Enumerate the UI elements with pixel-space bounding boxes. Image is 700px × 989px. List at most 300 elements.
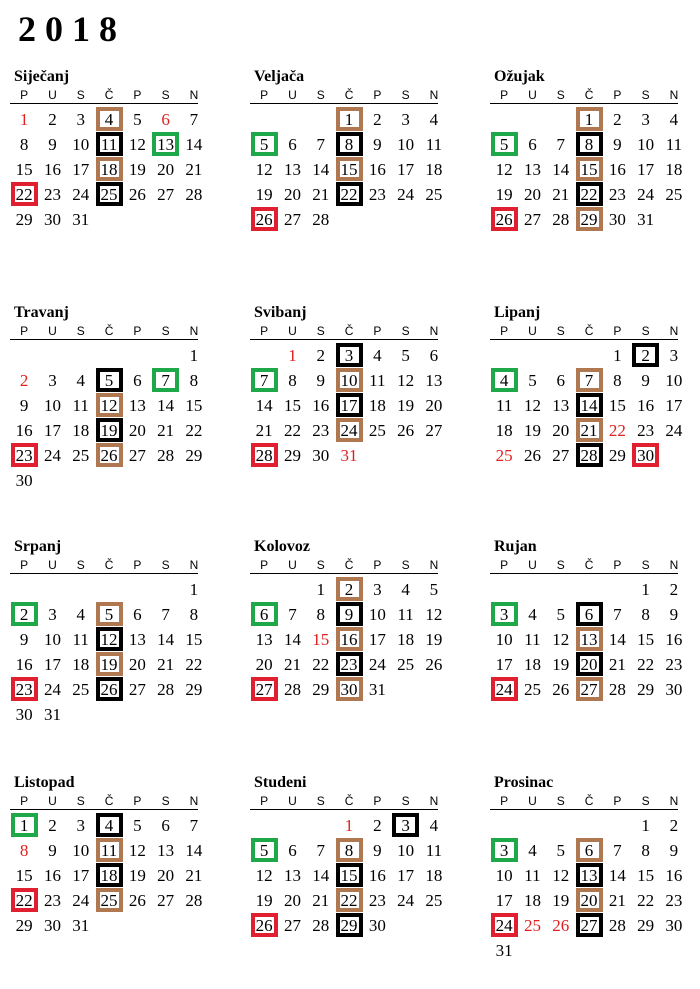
weekday-label: N: [189, 558, 199, 572]
day-cell: 19: [425, 630, 443, 649]
weekday-header: [250, 794, 438, 810]
day-cell: 27: [523, 210, 541, 229]
weekday-label: P: [613, 558, 622, 572]
day-cell: 6: [161, 816, 170, 835]
day-cell: 12: [523, 396, 541, 415]
day-cell: 2: [48, 110, 57, 129]
day-cell: 7: [161, 605, 170, 624]
day-cell: 22: [11, 182, 38, 206]
day-cell: 6: [133, 605, 142, 624]
day-cell: 1: [189, 346, 199, 365]
month-name: Srpanj: [14, 538, 62, 555]
weekday-label: P: [133, 794, 142, 808]
day-cell: 22: [637, 655, 655, 674]
day-cell: 5: [133, 110, 142, 129]
day-cell: 10: [43, 630, 61, 649]
day-cell: 16: [43, 160, 61, 179]
month-days: [250, 343, 443, 468]
day-cell: 23: [11, 677, 38, 701]
day-cell: 9: [373, 841, 382, 860]
weekday-label: P: [133, 558, 142, 572]
day-cell: 4: [491, 368, 518, 392]
month-block: [10, 302, 203, 493]
day-cell: 6: [576, 838, 603, 862]
day-cell: 14: [608, 630, 626, 649]
day-cell: 19: [255, 891, 273, 910]
day-cell: 3: [392, 813, 419, 837]
day-cell: 9: [613, 135, 622, 154]
day-cell: 23: [608, 185, 626, 204]
weekday-label: S: [556, 88, 565, 102]
day-cell: 10: [495, 866, 513, 885]
day-cell: 19: [128, 160, 146, 179]
day-cell: 7: [613, 605, 622, 624]
month-days: [250, 577, 443, 702]
day-cell: 14: [157, 630, 175, 649]
day-cell: 18: [96, 863, 123, 887]
weekday-label: S: [316, 794, 325, 808]
empty-cell: [518, 813, 546, 838]
day-cell: 12: [128, 841, 146, 860]
weekday-label: U: [528, 794, 537, 808]
day-cell: 3: [641, 110, 650, 129]
day-cell: 27: [576, 677, 603, 701]
day-cell: 18: [665, 160, 683, 179]
weekday-label: S: [161, 324, 170, 338]
empty-cell: [490, 343, 518, 368]
month-days: [10, 343, 203, 493]
day-cell: 24: [72, 185, 90, 204]
weekday-label: Č: [344, 324, 354, 338]
weekday-label: P: [260, 558, 269, 572]
day-cell: 25: [495, 446, 513, 465]
weekday-label: U: [288, 794, 297, 808]
day-cell: 14: [312, 866, 330, 885]
day-cell: 17: [495, 655, 513, 674]
day-cell: 20: [523, 185, 541, 204]
weekday-label: U: [288, 558, 297, 572]
weekday-label: P: [20, 88, 29, 102]
day-cell: 6: [161, 110, 170, 129]
month-block: [490, 772, 683, 963]
day-cell: 15: [185, 630, 203, 649]
day-cell: 12: [255, 160, 273, 179]
day-cell: 21: [185, 160, 203, 179]
day-cell: 27: [576, 913, 603, 937]
day-cell: 20: [283, 185, 301, 204]
day-cell: 31: [340, 446, 358, 465]
weekday-label: U: [528, 88, 537, 102]
day-cell: 6: [288, 135, 297, 154]
day-cell: 27: [128, 446, 146, 465]
month-name: Listopad: [14, 774, 75, 791]
day-cell: 17: [397, 866, 415, 885]
weekday-label: S: [641, 324, 650, 338]
day-cell: 1: [641, 816, 650, 835]
day-cell: 6: [556, 371, 565, 390]
day-cell: 22: [336, 182, 363, 206]
day-cell: 23: [665, 655, 683, 674]
day-cell: 7: [576, 368, 603, 392]
empty-cell: [518, 577, 546, 602]
day-cell: 17: [336, 393, 363, 417]
day-cell: 6: [288, 841, 297, 860]
day-cell: 25: [665, 185, 683, 204]
weekday-label: U: [288, 324, 297, 338]
weekday-label: P: [133, 324, 142, 338]
weekday-label: P: [20, 324, 29, 338]
day-cell: 13: [157, 841, 175, 860]
day-cell: 18: [72, 655, 90, 674]
day-cell: 3: [76, 816, 85, 835]
day-cell: 20: [157, 160, 175, 179]
weekday-label: S: [401, 558, 410, 572]
day-cell: 6: [251, 602, 278, 626]
day-cell: 2: [373, 110, 382, 129]
day-cell: 23: [368, 891, 386, 910]
empty-cell: [95, 343, 123, 368]
day-cell: 28: [608, 916, 626, 935]
day-cell: 23: [665, 891, 683, 910]
weekday-label: N: [189, 794, 199, 808]
weekday-label: N: [669, 558, 679, 572]
day-cell: 18: [96, 157, 123, 181]
day-cell: 19: [128, 866, 146, 885]
day-cell: 3: [76, 110, 85, 129]
day-cell: 5: [96, 602, 123, 626]
day-cell: 4: [528, 841, 537, 860]
weekday-label: N: [189, 88, 199, 102]
day-cell: 14: [157, 396, 175, 415]
day-cell: 27: [128, 680, 146, 699]
weekday-label: S: [76, 558, 85, 572]
day-cell: 4: [96, 107, 123, 131]
weekday-label: P: [500, 324, 509, 338]
day-cell: 25: [523, 916, 541, 935]
weekday-label: P: [133, 88, 142, 102]
empty-cell: [603, 577, 631, 602]
day-cell: 11: [96, 838, 123, 862]
day-cell: 30: [15, 705, 33, 724]
empty-cell: [151, 577, 179, 602]
weekday-label: S: [641, 794, 650, 808]
year-title: 2018: [18, 9, 126, 49]
day-cell: 27: [157, 185, 175, 204]
day-cell: 11: [425, 135, 443, 154]
day-cell: 25: [72, 446, 90, 465]
day-cell: 25: [96, 888, 123, 912]
day-cell: 14: [185, 135, 203, 154]
weekday-label: U: [288, 88, 297, 102]
day-cell: 16: [43, 866, 61, 885]
day-cell: 21: [608, 655, 626, 674]
day-cell: 7: [189, 110, 199, 129]
day-cell: 16: [312, 396, 330, 415]
day-cell: 1: [576, 107, 603, 131]
day-cell: 7: [189, 816, 199, 835]
day-cell: 29: [15, 916, 33, 935]
day-cell: 3: [48, 371, 57, 390]
day-cell: 12: [96, 627, 123, 651]
day-cell: 20: [157, 866, 175, 885]
day-cell: 8: [189, 605, 199, 624]
weekday-label: N: [429, 88, 439, 102]
weekday-header: [10, 794, 198, 810]
day-cell: 31: [43, 705, 61, 724]
day-cell: 8: [336, 838, 363, 862]
day-cell: 21: [157, 421, 175, 440]
day-cell: 30: [665, 680, 683, 699]
day-cell: 22: [185, 655, 203, 674]
day-cell: 6: [133, 371, 142, 390]
weekday-label: Č: [584, 558, 594, 572]
weekday-header: [250, 88, 438, 104]
empty-cell: [575, 577, 603, 602]
day-cell: 16: [637, 396, 655, 415]
weekday-label: P: [20, 794, 29, 808]
day-cell: 13: [283, 866, 301, 885]
month-block: [10, 772, 203, 938]
day-cell: 17: [72, 866, 90, 885]
weekday-header: [10, 88, 198, 104]
weekday-header: [490, 324, 678, 340]
day-cell: 30: [336, 677, 363, 701]
weekday-label: S: [76, 794, 85, 808]
day-cell: 19: [552, 891, 570, 910]
day-cell: 9: [19, 630, 29, 649]
day-cell: 17: [43, 655, 61, 674]
day-cell: 13: [576, 627, 603, 651]
day-cell: 8: [288, 371, 297, 390]
day-cell: 10: [43, 396, 61, 415]
day-cell: 23: [43, 891, 61, 910]
day-cell: 22: [312, 655, 330, 674]
day-cell: 15: [336, 863, 363, 887]
day-cell: 31: [72, 210, 90, 229]
weekday-label: S: [316, 88, 325, 102]
day-cell: 8: [613, 371, 622, 390]
day-cell: 20: [576, 652, 603, 676]
day-cell: 30: [632, 443, 659, 467]
empty-cell: [123, 343, 151, 368]
day-cell: 9: [669, 841, 679, 860]
day-cell: 24: [637, 185, 655, 204]
weekday-label: U: [48, 324, 57, 338]
day-cell: 30: [15, 471, 33, 490]
day-cell: 2: [632, 343, 659, 367]
day-cell: 15: [283, 396, 301, 415]
day-cell: 30: [608, 210, 626, 229]
day-cell: 10: [397, 135, 415, 154]
day-cell: 23: [43, 185, 61, 204]
day-cell: 6: [528, 135, 537, 154]
day-cell: 1: [316, 580, 325, 599]
day-cell: 30: [312, 446, 330, 465]
day-cell: 24: [397, 891, 415, 910]
day-cell: 29: [336, 913, 363, 937]
day-cell: 9: [316, 371, 325, 390]
empty-cell: [575, 343, 603, 368]
day-cell: 10: [495, 630, 513, 649]
month-block: [250, 536, 443, 702]
day-cell: 25: [397, 655, 415, 674]
weekday-label: P: [500, 88, 509, 102]
month-name: Veljača: [254, 68, 305, 85]
day-cell: 22: [336, 888, 363, 912]
day-cell: 31: [637, 210, 655, 229]
weekday-label: N: [189, 324, 199, 338]
day-cell: 18: [397, 630, 415, 649]
day-cell: 31: [72, 916, 90, 935]
day-cell: 19: [96, 418, 123, 442]
day-cell: 26: [552, 680, 570, 699]
month-days: [490, 813, 683, 963]
weekday-header: [250, 558, 438, 574]
empty-cell: [490, 577, 518, 602]
weekday-label: N: [429, 324, 439, 338]
day-cell: 6: [576, 602, 603, 626]
day-cell: 3: [491, 838, 518, 862]
empty-cell: [307, 813, 335, 838]
day-cell: 11: [72, 396, 89, 415]
day-cell: 13: [523, 160, 541, 179]
day-cell: 23: [11, 443, 38, 467]
day-cell: 11: [369, 371, 386, 390]
day-cell: 30: [368, 916, 386, 935]
weekday-label: P: [373, 88, 382, 102]
day-cell: 29: [608, 446, 626, 465]
day-cell: 20: [283, 891, 301, 910]
day-cell: 2: [316, 346, 325, 365]
weekday-label: S: [556, 324, 565, 338]
month-days: [250, 107, 443, 232]
day-cell: 20: [552, 421, 570, 440]
month-block: [10, 66, 203, 232]
day-cell: 22: [637, 891, 655, 910]
day-cell: 22: [11, 888, 38, 912]
day-cell: 23: [312, 421, 330, 440]
day-cell: 18: [368, 396, 386, 415]
day-cell: 1: [189, 580, 199, 599]
day-cell: 5: [429, 580, 439, 599]
day-cell: 3: [48, 605, 57, 624]
day-cell: 21: [185, 866, 203, 885]
day-cell: 14: [312, 160, 330, 179]
month-days: [490, 577, 683, 702]
day-cell: 2: [669, 816, 679, 835]
month-block: [490, 536, 683, 702]
month-block: [10, 536, 203, 727]
day-cell: 23: [368, 185, 386, 204]
weekday-label: Č: [104, 324, 114, 338]
day-cell: 14: [608, 866, 626, 885]
day-cell: 17: [72, 160, 90, 179]
month-block: [490, 66, 683, 232]
day-cell: 4: [401, 580, 410, 599]
day-cell: 17: [368, 630, 386, 649]
day-cell: 29: [312, 680, 330, 699]
month-name: Kolovoz: [254, 538, 310, 555]
day-cell: 7: [152, 368, 179, 392]
weekday-header: [490, 558, 678, 574]
day-cell: 30: [43, 916, 61, 935]
weekday-header: [10, 324, 198, 340]
weekday-label: Č: [104, 794, 114, 808]
day-cell: 26: [397, 421, 415, 440]
day-cell: 14: [255, 396, 273, 415]
month-days: [10, 813, 203, 938]
day-cell: 10: [336, 368, 363, 392]
day-cell: 9: [669, 605, 679, 624]
day-cell: 8: [19, 135, 29, 154]
day-cell: 10: [72, 841, 90, 860]
day-cell: 8: [641, 605, 650, 624]
day-cell: 16: [608, 160, 626, 179]
empty-cell: [603, 813, 631, 838]
day-cell: 25: [72, 680, 90, 699]
month-block: [490, 302, 683, 468]
day-cell: 14: [185, 841, 203, 860]
weekday-header: [10, 558, 198, 574]
day-cell: 1: [19, 110, 29, 129]
day-cell: 30: [43, 210, 61, 229]
weekday-label: S: [161, 88, 170, 102]
empty-cell: [38, 343, 66, 368]
day-cell: 28: [312, 916, 330, 935]
day-cell: 4: [76, 371, 85, 390]
weekday-label: P: [20, 558, 29, 572]
weekday-label: U: [48, 88, 57, 102]
day-cell: 15: [312, 630, 330, 649]
weekday-label: P: [613, 88, 622, 102]
month-days: [10, 107, 203, 232]
day-cell: 2: [373, 816, 382, 835]
day-cell: 21: [576, 418, 603, 442]
day-cell: 18: [523, 891, 541, 910]
day-cell: 3: [373, 580, 382, 599]
day-cell: 14: [576, 393, 603, 417]
weekday-label: S: [641, 88, 650, 102]
day-cell: 9: [336, 602, 363, 626]
day-cell: 28: [312, 210, 330, 229]
day-cell: 25: [368, 421, 386, 440]
day-cell: 10: [637, 135, 655, 154]
empty-cell: [10, 343, 38, 368]
day-cell: 16: [368, 160, 386, 179]
day-cell: 24: [491, 677, 518, 701]
day-cell: 12: [96, 393, 123, 417]
day-cell: 2: [669, 580, 679, 599]
day-cell: 4: [373, 346, 382, 365]
day-cell: 13: [255, 630, 273, 649]
weekday-label: S: [401, 794, 410, 808]
day-cell: 28: [157, 680, 175, 699]
day-cell: 9: [19, 396, 29, 415]
weekday-label: S: [316, 558, 325, 572]
day-cell: 1: [11, 813, 38, 837]
day-cell: 13: [128, 630, 146, 649]
weekday-label: P: [373, 558, 382, 572]
month-name: Lipanj: [494, 304, 541, 321]
day-cell: 20: [128, 655, 146, 674]
day-cell: 22: [283, 421, 301, 440]
day-cell: 28: [185, 891, 203, 910]
day-cell: 8: [336, 132, 363, 156]
day-cell: 16: [15, 655, 33, 674]
day-cell: 17: [43, 421, 61, 440]
day-cell: 25: [96, 182, 123, 206]
weekday-label: S: [76, 88, 85, 102]
